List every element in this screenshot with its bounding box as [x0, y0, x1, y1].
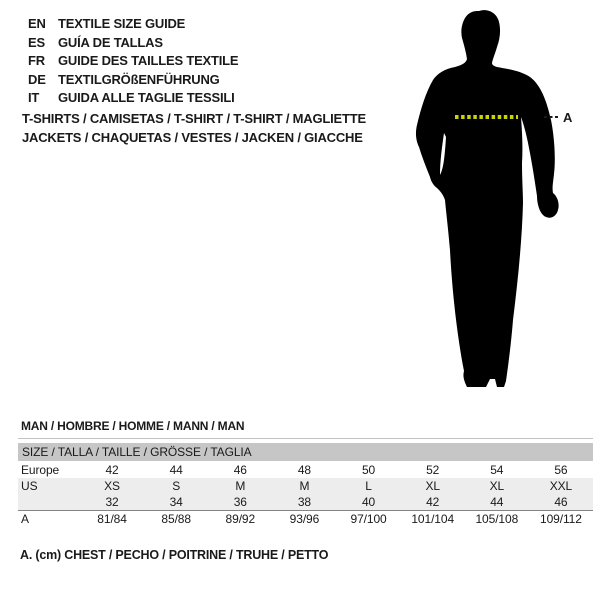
cell: XL	[401, 478, 465, 494]
language-list	[28, 15, 238, 108]
lang-code: FR	[28, 53, 45, 69]
figure-man	[400, 5, 575, 390]
cell: XL	[465, 478, 529, 494]
cell: 42	[105, 462, 119, 477]
cell: 32	[80, 494, 144, 510]
cell: 89/92	[208, 510, 272, 527]
cell: 36	[208, 494, 272, 510]
lang-row-fr	[28, 52, 238, 71]
table-row-chest-a	[18, 510, 593, 527]
lang-code: DE	[28, 71, 46, 87]
cell: 97/100	[337, 510, 401, 527]
cell: 50	[361, 462, 376, 477]
cell: 40	[337, 494, 401, 510]
lang-row-es	[28, 34, 238, 53]
cell: 101/104	[401, 510, 465, 527]
cell: 34	[144, 494, 208, 510]
table-row-europe	[18, 461, 593, 478]
cell: 109/112	[529, 510, 593, 527]
lang-label: GUIDE DES TAILLES TEXTILE	[58, 53, 239, 69]
cell: M	[272, 478, 336, 494]
cell: M	[208, 478, 272, 494]
cell: S	[144, 478, 208, 494]
cell: XS	[80, 478, 144, 494]
lang-code: IT	[28, 90, 40, 106]
lang-label: GUÍA DE TALLAS	[58, 34, 163, 50]
garment-categories	[22, 109, 366, 147]
cell: 85/88	[144, 510, 208, 527]
lang-row-it	[28, 89, 238, 108]
section-title-man: MAN / HOMBRE / HOMME / MANN / MAN	[21, 419, 245, 433]
cell: 48	[297, 462, 312, 477]
cell: 44	[169, 462, 183, 477]
cell: 54	[490, 462, 504, 477]
row-label: US	[18, 478, 80, 494]
table-row-us	[18, 478, 593, 494]
man-silhouette	[400, 5, 575, 390]
cell: 38	[272, 494, 336, 510]
lang-row-de	[28, 71, 238, 90]
cell: 42	[401, 494, 465, 510]
cell: 46	[529, 494, 593, 510]
category-jackets: JACKETS / CHAQUETAS / VESTES / JACKEN / GIACCHE	[22, 130, 363, 145]
lang-label: GUIDA ALLE TAGLIE TESSILI	[58, 90, 235, 106]
row-label: A	[18, 510, 80, 527]
size-table-section	[18, 438, 593, 527]
cell: 93/96	[272, 510, 336, 527]
row-label: Europe	[21, 462, 60, 477]
size-table	[18, 461, 593, 527]
lang-label: TEXTILGRÖßENFÜHRUNG	[58, 71, 220, 87]
cell: 52	[426, 462, 440, 477]
cell: 105/108	[465, 510, 529, 527]
lang-code: EN	[28, 16, 46, 31]
lang-code: ES	[28, 34, 45, 50]
table-top-rule	[18, 438, 593, 439]
cell: 46	[233, 462, 247, 477]
cell: XXL	[529, 478, 593, 494]
lang-label: TEXTILE SIZE GUIDE	[58, 16, 186, 31]
cell: 81/84	[80, 510, 144, 527]
row-label	[18, 494, 80, 510]
measurement-footnote: A. (cm) CHEST / PECHO / POITRINE / TRUHE / PETTO	[20, 548, 329, 562]
lang-row-en	[28, 15, 238, 34]
cell: L	[337, 478, 401, 494]
table-row-numeric	[18, 494, 593, 510]
measure-label-a: A	[563, 110, 573, 125]
cell: 56	[554, 462, 568, 477]
man-silhouette-shape	[416, 10, 559, 387]
category-tshirts: T-SHIRTS / CAMISETAS / T-SHIRT / T-SHIRT / MAGLIETTE	[22, 111, 366, 126]
size-table-header: SIZE / TALLA / TAILLE / GRÖSSE / TAGLIA	[18, 443, 593, 461]
cell: 44	[465, 494, 529, 510]
